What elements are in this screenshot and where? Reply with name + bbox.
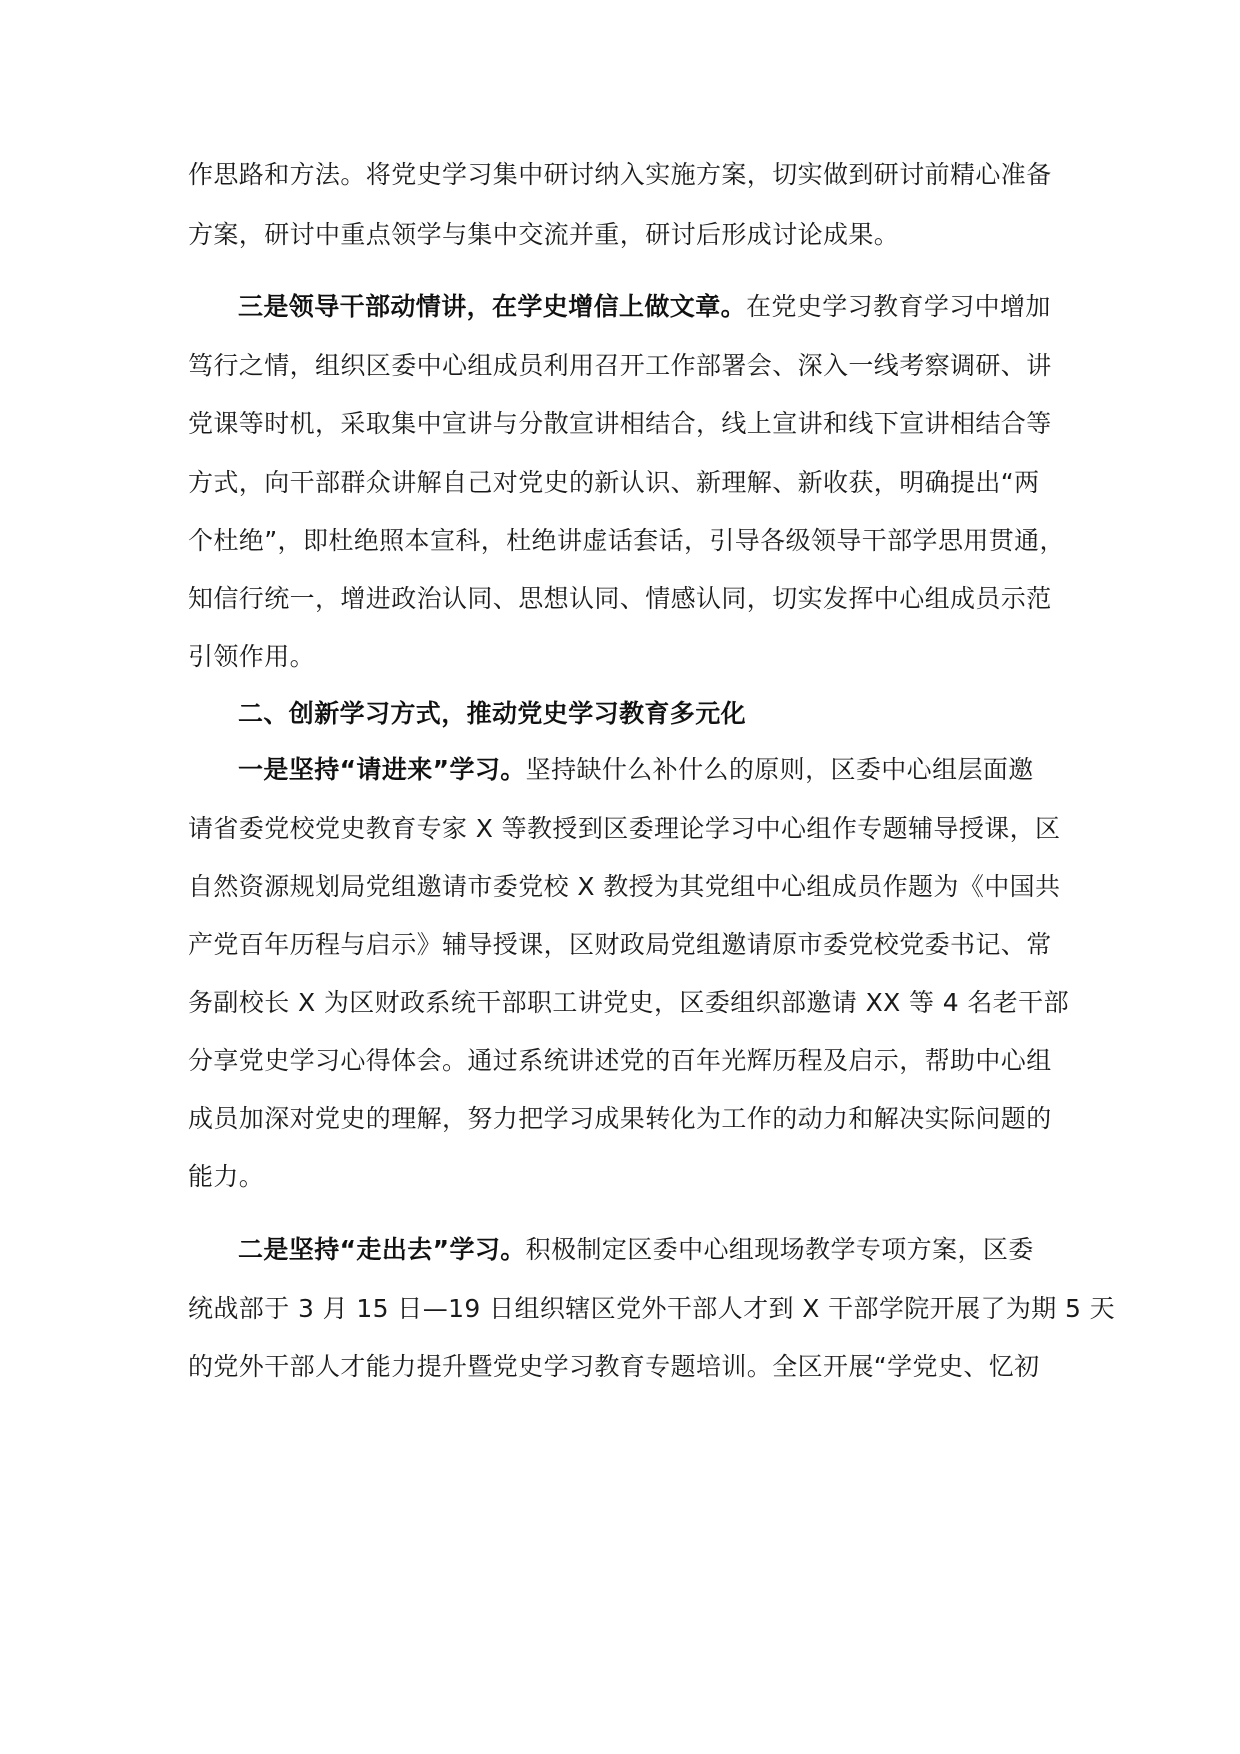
line-text: 请省委党校党史教育专家 X 等教授到区委理论学习中心组作专题辅导授课，区 bbox=[188, 814, 1061, 843]
line-text: 产党百年历程与启示》辅导授课，区财政局党组邀请原市委党校党委书记、常 bbox=[188, 930, 1052, 959]
lead-sentence: 二是坚持“走出去”学习。 bbox=[238, 1235, 526, 1264]
paragraph-line bbox=[238, 290, 1068, 324]
paragraph-line bbox=[188, 524, 1068, 558]
paragraph-line bbox=[188, 1292, 1116, 1326]
paragraph-line bbox=[188, 870, 1068, 904]
line-text: 自然资源规划局党组邀请市委党校 X 教授为其党组中心组成员作题为《中国共 bbox=[188, 872, 1061, 901]
paragraph-line bbox=[188, 986, 1068, 1020]
line-text: 个杜绝”，即杜绝照本宣科，杜绝讲虚话套话，引导各级领导干部学思用贯通， bbox=[188, 526, 1065, 555]
line-text: 作思路和方法。将党史学习集中研讨纳入实施方案，切实做到研讨前精心准备 bbox=[188, 160, 1052, 189]
paragraph-line bbox=[188, 158, 1068, 192]
paragraph-line bbox=[238, 753, 1068, 787]
line-text: 方式，向干部群众讲解自己对党史的新认识、新理解、新收获，明确提出“两 bbox=[188, 468, 1040, 497]
line-text: 统战部于 3 月 15 日—19 日组织辖区党外干部人才到 X 干部学院开展了为期 5 天 bbox=[188, 1294, 1116, 1323]
line-text: 党课等时机，采取集中宣讲与分散宣讲相结合，线上宣讲和线下宣讲相结合等 bbox=[188, 409, 1052, 438]
line-text: 知信行统一，增进政治认同、思想认同、情感认同，切实发挥中心组成员示范 bbox=[188, 584, 1052, 613]
paragraph-line bbox=[188, 1160, 1068, 1194]
heading-text: 二、创新学习方式，推动党史学习教育多元化 bbox=[238, 699, 747, 728]
paragraph-line bbox=[188, 218, 1068, 252]
paragraph-line bbox=[188, 1044, 1068, 1078]
line-text: 的党外干部人才能力提升暨党史学习教育专题培训。全区开展“学党史、忆初 bbox=[188, 1352, 1040, 1381]
paragraph-line bbox=[188, 1102, 1068, 1136]
paragraph-line bbox=[188, 1350, 1068, 1384]
lead-sentence: 一是坚持“请进来”学习。 bbox=[238, 755, 526, 784]
paragraph-line bbox=[188, 466, 1068, 500]
line-text: 在党史学习教育学习中增加 bbox=[746, 292, 1051, 321]
line-text: 引领作用。 bbox=[188, 642, 316, 671]
line-text: 坚持缺什么补什么的原则，区委中心组层面邀 bbox=[525, 755, 1034, 784]
line-text: 方案，研讨中重点领学与集中交流并重，研讨后形成讨论成果。 bbox=[188, 220, 900, 249]
line-text: 务副校长 X 为区财政系统干部职工讲党史，区委组织部邀请 XX 等 4 名老干部 bbox=[188, 988, 1069, 1017]
line-text: 成员加深对党史的理解，努力把学习成果转化为工作的动力和解决实际问题的 bbox=[188, 1104, 1052, 1133]
paragraph-line bbox=[188, 582, 1068, 616]
lead-sentence: 三是领导干部动情讲，在学史增信上做文章。 bbox=[238, 292, 747, 321]
line-text: 能力。 bbox=[188, 1162, 265, 1191]
line-text: 分享党史学习心得体会。通过系统讲述党的百年光辉历程及启示，帮助中心组 bbox=[188, 1046, 1052, 1075]
paragraph-line bbox=[188, 812, 1068, 846]
paragraph-line bbox=[238, 1233, 1068, 1267]
section-heading bbox=[238, 697, 1068, 731]
paragraph-line bbox=[188, 407, 1068, 441]
line-text: 笃行之情，组织区委中心组成员利用召开工作部署会、深入一线考察调研、讲 bbox=[188, 351, 1052, 380]
paragraph-line bbox=[188, 640, 1068, 674]
paragraph-line bbox=[188, 349, 1068, 383]
paragraph-line bbox=[188, 928, 1068, 962]
line-text: 积极制定区委中心组现场教学专项方案，区委 bbox=[525, 1235, 1034, 1264]
